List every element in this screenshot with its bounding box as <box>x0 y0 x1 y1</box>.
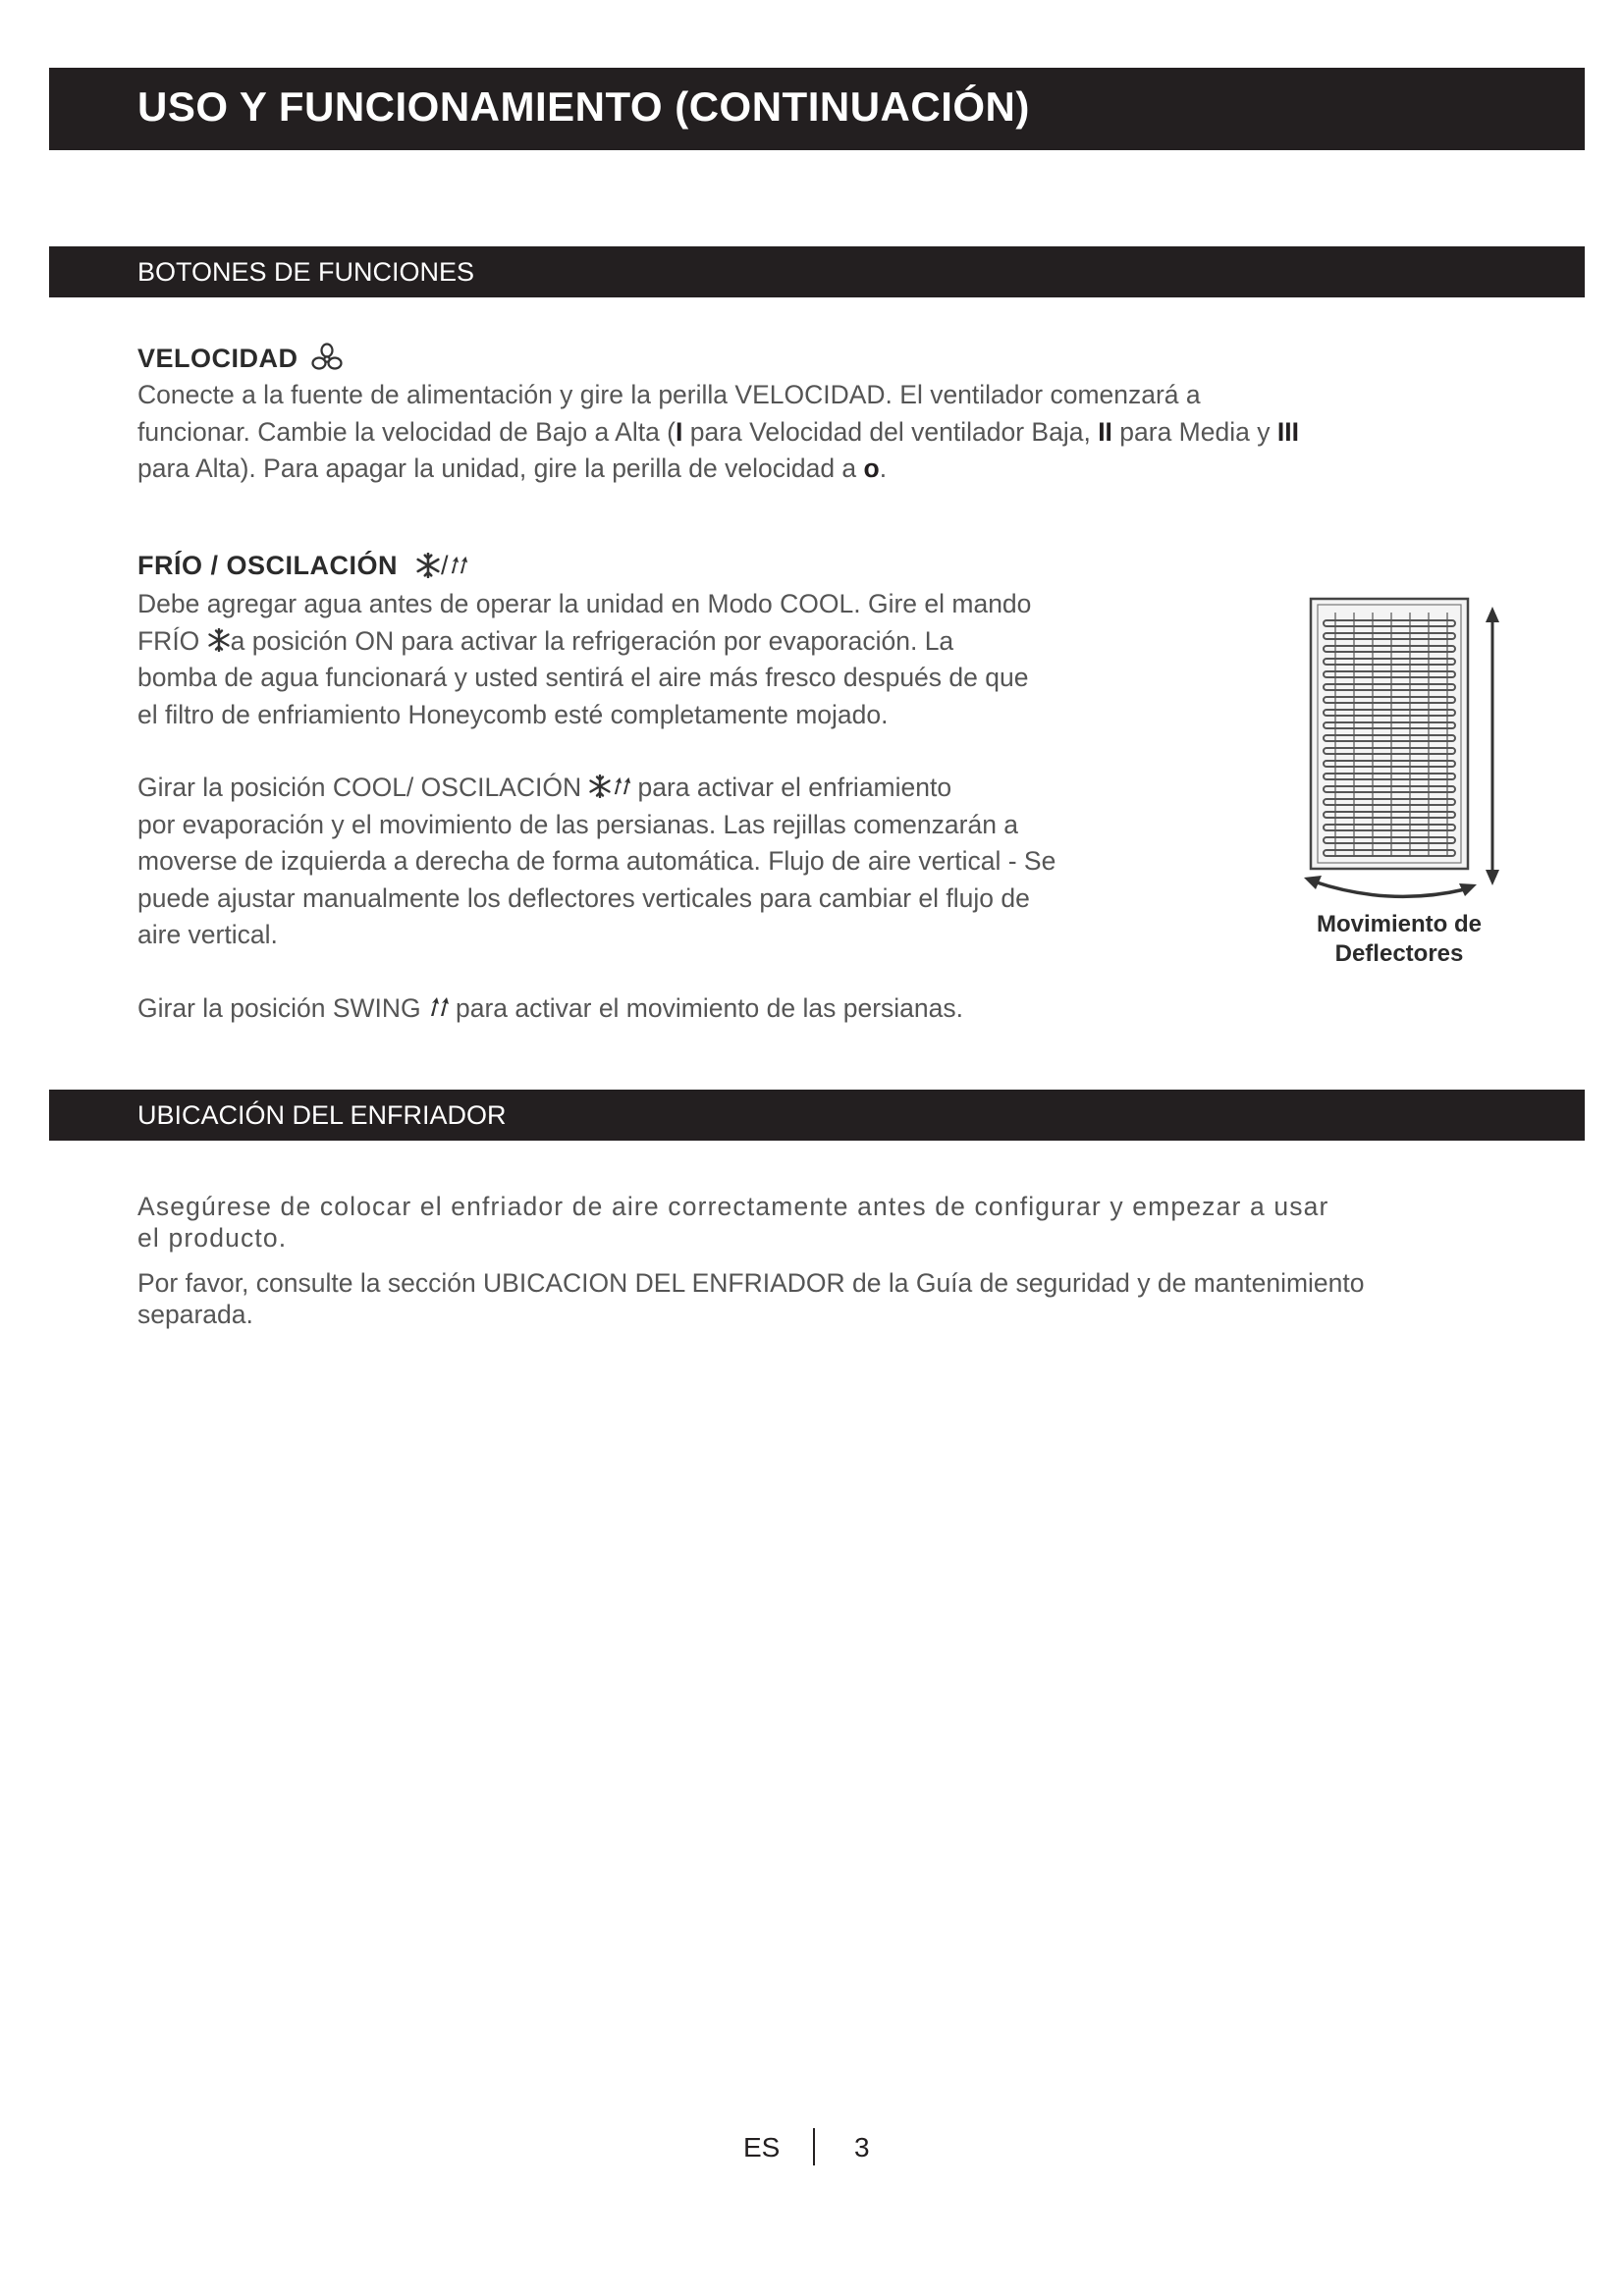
frio-p1-line-2a: FRÍO <box>137 625 207 656</box>
page-header <box>49 68 1585 150</box>
snowflake-icon <box>207 628 231 652</box>
ubicacion-paragraph-1 <box>137 1191 1329 1254</box>
frio-p3-b: para activar el movimiento de las persianas. <box>456 993 963 1023</box>
velocidad-line-2b: para Velocidad del ventilador Baja, <box>682 416 1099 447</box>
frio-paragraph-2 <box>137 770 1056 954</box>
frio-p1-line-1: Debe agregar agua antes de operar la unidad en Modo COOL. Gire el mando <box>137 589 1032 618</box>
swing-icon <box>428 996 452 1018</box>
velocidad-line-3a: para Alta). Para apagar la unidad, gire la perilla de velocidad a <box>137 454 864 483</box>
frio-p2-line-1a: Girar la posición COOL/ OSCILACIÓN <box>137 773 589 802</box>
frio-paragraph-1 <box>137 586 1031 733</box>
velocidad-heading <box>137 344 344 374</box>
speed-high-symbol: III <box>1276 416 1299 447</box>
velocidad-line-3b: . <box>879 454 888 483</box>
caption-line-1: Movimiento de <box>1316 911 1482 937</box>
ubicacion-p2-line-1: Por favor, consulte la sección UBICACION DEL ENFRIADOR de la Guía de seguridad y de mantenimiento <box>137 1268 1365 1298</box>
deflector-illustration <box>1296 589 1532 903</box>
speed-mid-symbol: II <box>1098 416 1112 447</box>
section-bar-botones <box>49 246 1585 297</box>
speed-low-symbol: I <box>676 416 683 447</box>
ubicacion-p1-line-1: Asegúrese de colocar el enfriador de aire correctamente antes de configurar y empezar a usar <box>137 1192 1329 1221</box>
swing-icon <box>449 556 470 575</box>
velocidad-line-1: Conecte a la fuente de alimentación y gire la perilla VELOCIDAD. El ventilador comenzará a <box>137 380 1201 409</box>
section-title-botones: BOTONES DE FUNCIONES <box>137 257 475 287</box>
frio-p2-line-2: por evaporación y el movimiento de las persianas. Las rejillas comenzarán a <box>137 809 1019 839</box>
footer-separator <box>813 2128 815 2165</box>
frio-heading <box>137 551 470 581</box>
snowflake-icon <box>588 774 612 798</box>
off-symbol: o <box>863 454 880 483</box>
ubicacion-p1-line-2: el producto. <box>137 1223 288 1253</box>
snowflake-icon <box>415 553 441 578</box>
horizontal-swing-arrow-icon <box>1304 876 1477 896</box>
velocidad-heading-text: VELOCIDAD <box>137 344 298 373</box>
ubicacion-paragraph-2 <box>137 1267 1365 1330</box>
figure-caption <box>1267 910 1532 969</box>
section-bar-ubicacion <box>49 1090 1585 1141</box>
frio-paragraph-3 <box>137 990 963 1028</box>
frio-p2-line-3: moverse de izquierda a derecha de forma automática. Flujo de aire vertical - Se <box>137 846 1056 876</box>
fan-icon <box>310 343 344 372</box>
ubicacion-p2-line-2: separada. <box>137 1300 253 1329</box>
frio-p1-line-3: bomba de agua funcionará y usted sentirá el aire más fresco después de que <box>137 663 1029 692</box>
swing-icon <box>612 776 633 796</box>
frio-p2-line-1b: para activar el enfriamiento <box>637 773 952 802</box>
velocidad-line-2a: funcionar. Cambie la velocidad de Bajo a Alta ( <box>137 416 676 447</box>
slash-separator: / <box>441 551 450 580</box>
velocidad-line-2c: para Media y <box>1111 416 1277 447</box>
frio-p2-line-5: aire vertical. <box>137 920 278 949</box>
frio-p3-a: Girar la posición SWING <box>137 993 428 1023</box>
frio-heading-text: FRÍO / OSCILACIÓN <box>137 551 398 580</box>
page-footer <box>0 2132 1624 2171</box>
footer-language: ES <box>743 2132 781 2163</box>
frio-p1-line-4: el filtro de enfriamiento Honeycomb esté completamente mojado. <box>137 699 889 729</box>
section-title-ubicacion: UBICACIÓN DEL ENFRIADOR <box>137 1100 507 1130</box>
page-title: USO Y FUNCIONAMIENTO (CONTINUACIÓN) <box>137 83 1030 130</box>
vertical-arrow-icon <box>1486 607 1499 885</box>
frio-p2-line-4: puede ajustar manualmente los deflectores verticales para cambiar el flujo de <box>137 882 1030 913</box>
caption-line-2: Deflectores <box>1334 940 1464 967</box>
velocidad-paragraph <box>137 377 1299 488</box>
page-number: 3 <box>854 2132 870 2163</box>
frio-p1-line-2b: a posición ON para activar la refrigeración por evaporación. La <box>230 625 954 656</box>
